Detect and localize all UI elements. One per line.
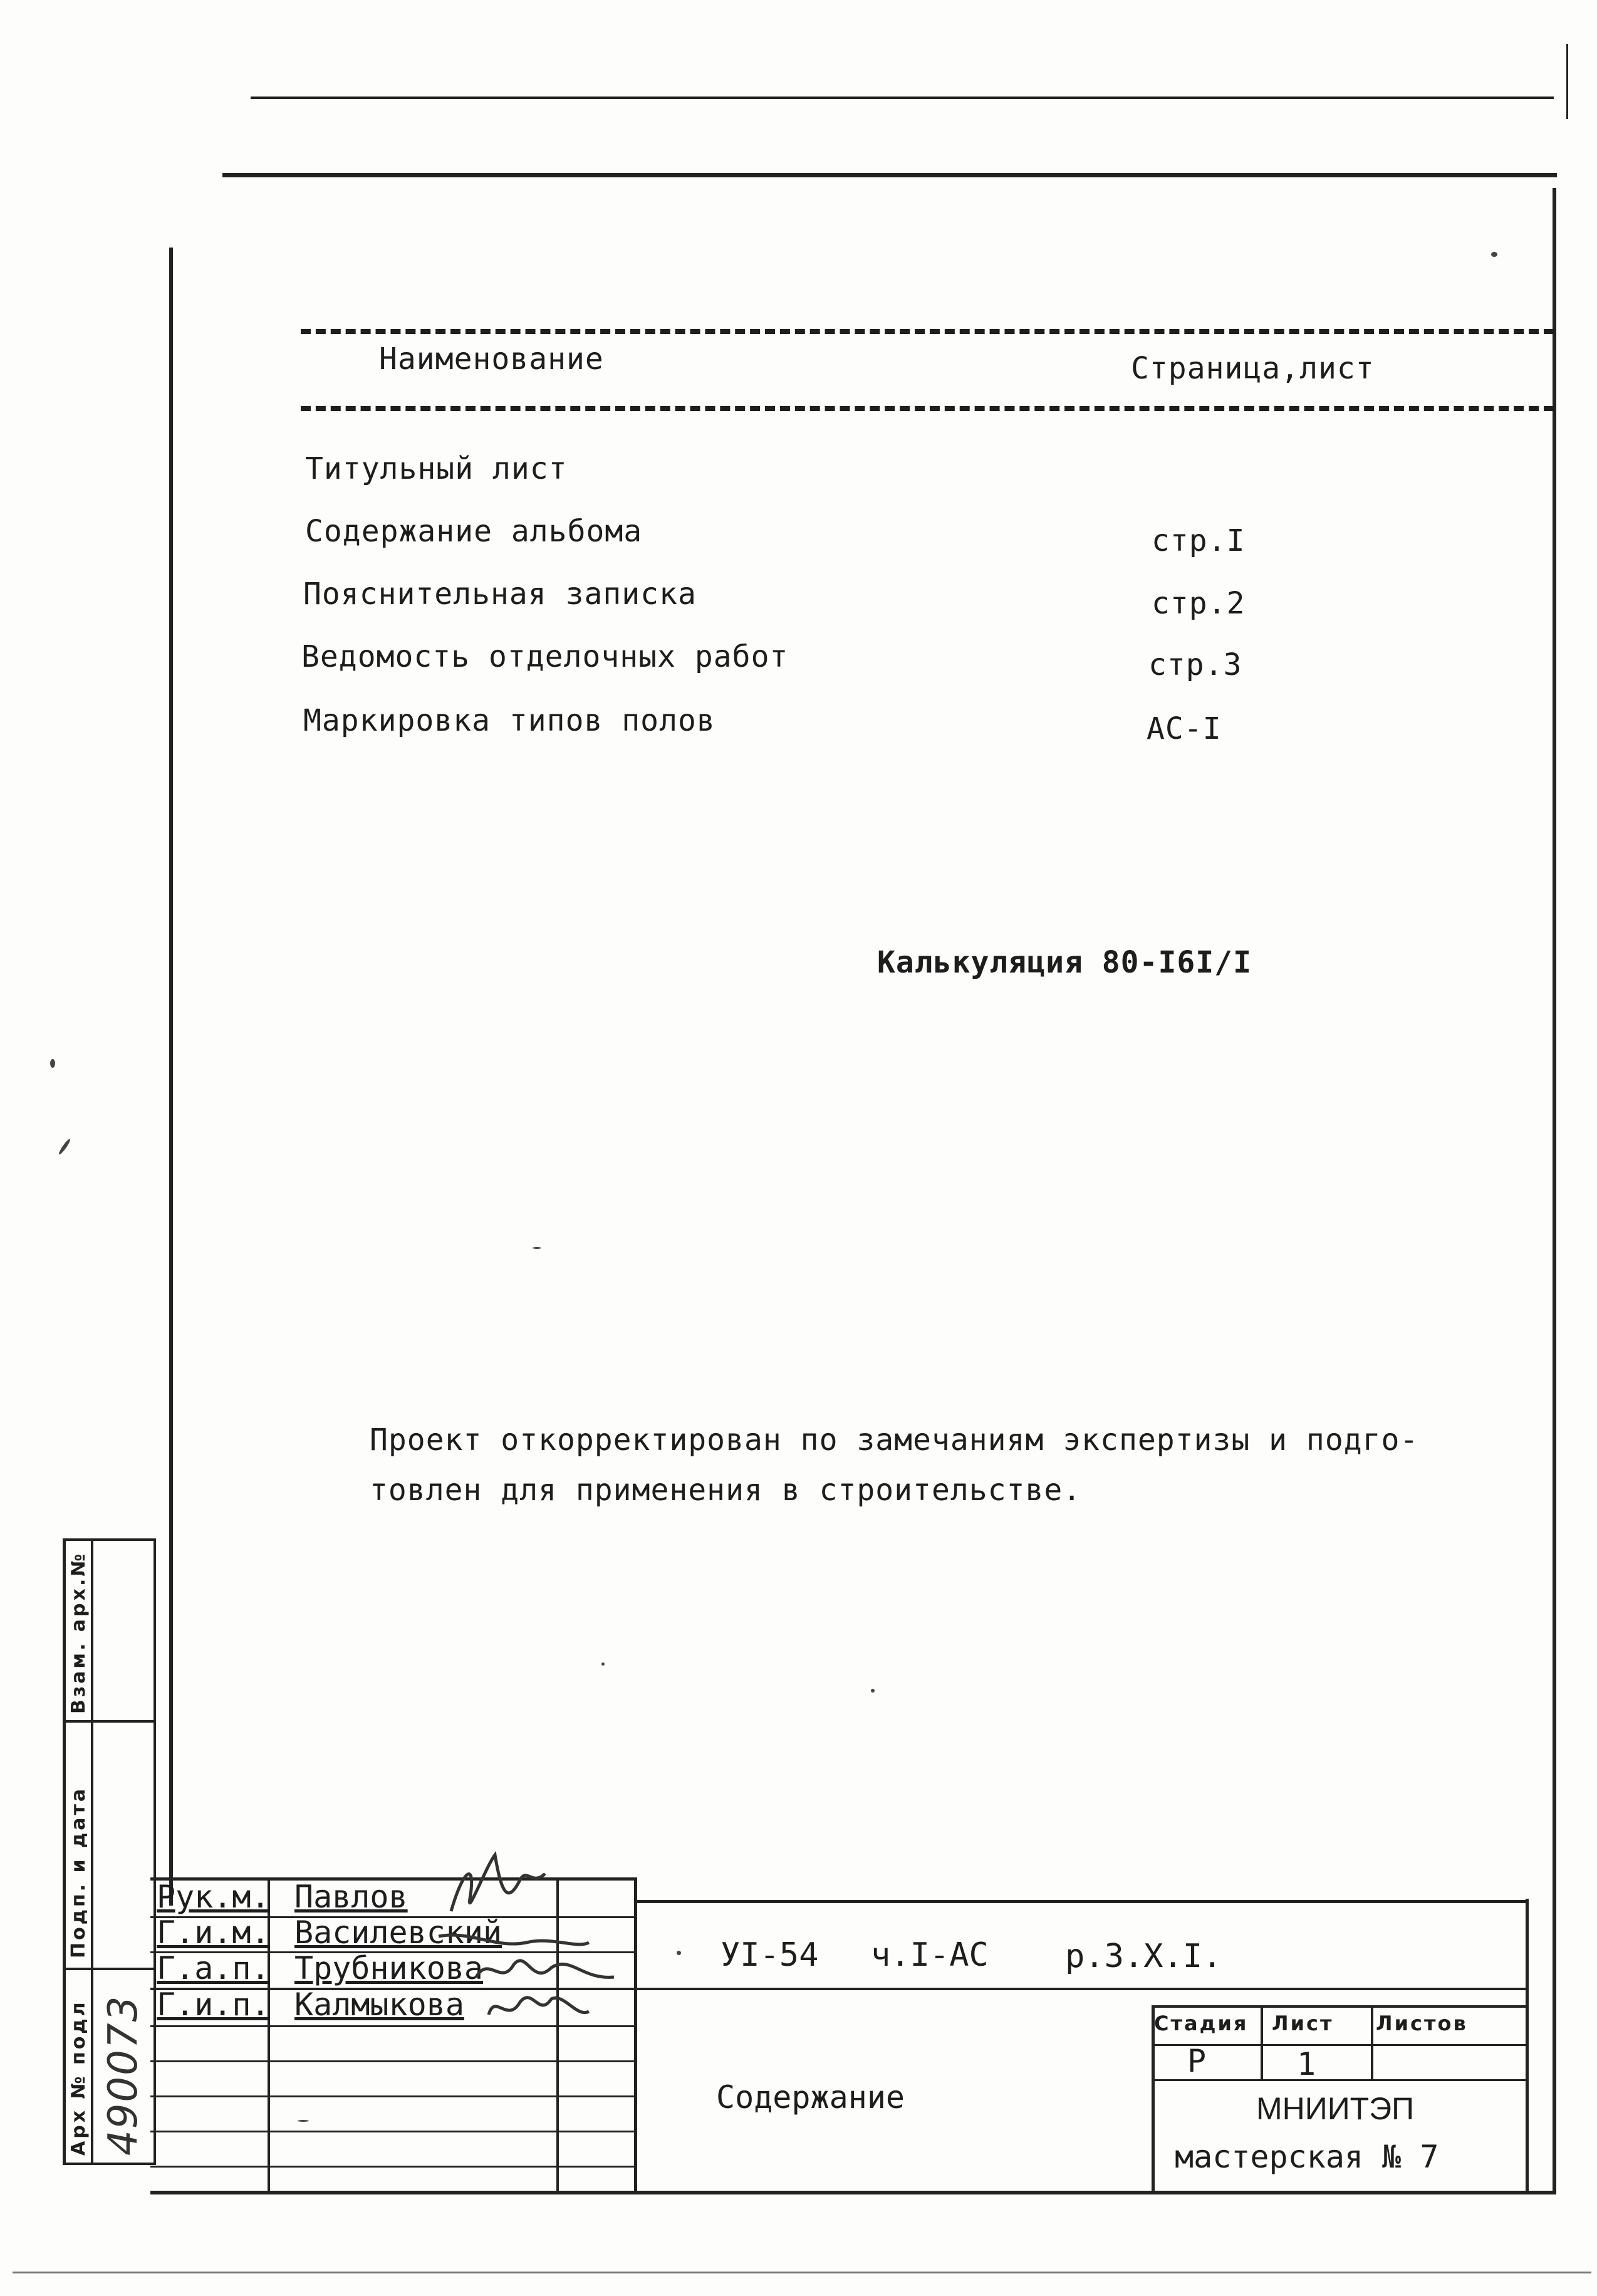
frame-bottom: [150, 2191, 1556, 2194]
stamp-person: Трубникова: [294, 1950, 484, 1986]
header-rule-bottom: [301, 406, 1554, 411]
toc-item-name: Содержание альбома: [305, 514, 643, 549]
replacement-arch-label: Взам. арх.№: [68, 1551, 90, 1714]
organization-name: МНИИТЭП: [1256, 2091, 1415, 2126]
toc-item-page: АС-I: [1147, 711, 1222, 746]
project-code: УI-54: [720, 1936, 819, 1974]
frame-top: [222, 173, 1557, 177]
scan-speck: [871, 1689, 875, 1693]
scan-speck: [677, 1951, 681, 1955]
sheet-label: Лист: [1272, 2012, 1334, 2035]
toc-item-page: стр.2: [1152, 586, 1246, 621]
stamp-person: Павлов: [294, 1879, 408, 1915]
scan-speck: [533, 1247, 541, 1249]
scan-speck: [601, 1662, 605, 1666]
sheet-value: 1: [1297, 2046, 1316, 2082]
project-part: ч.I-АС: [871, 1936, 989, 1974]
toc-item-page: стр.3: [1148, 647, 1242, 682]
stage-label: Стадия: [1154, 2012, 1249, 2035]
sheets-label: Листов: [1376, 2012, 1468, 2035]
frame-right: [1553, 188, 1556, 2193]
signature-date-label: Подп. и дата: [68, 1786, 90, 1958]
signatures: [426, 1842, 627, 2030]
scan-speck: [58, 1138, 71, 1156]
scan-speck: [298, 2120, 309, 2122]
workshop-name: мастерская № 7: [1175, 2139, 1439, 2175]
toc-item-page: стр.I: [1152, 523, 1246, 558]
stamp-role: Г.а.п.: [157, 1950, 270, 1986]
scan-speck: [1491, 252, 1497, 257]
stamp-role: Г.и.м.: [157, 1914, 270, 1951]
toc-item-name: Пояснительная записка: [303, 577, 697, 612]
header-rule-top: [301, 329, 1554, 334]
frame-left: [169, 248, 173, 1906]
stamp-person: Калмыкова: [294, 1986, 464, 2023]
calculation-number: Калькуляция 80-I6I/I: [877, 945, 1252, 980]
right-scan-line: [1566, 44, 1568, 119]
arch-number-handwritten: 490073: [100, 1995, 147, 2156]
bottom-scan-line: [13, 2272, 1591, 2273]
stamp-person: Василевский: [294, 1914, 502, 1951]
document-title: Содержание: [716, 2079, 905, 2116]
note-line-1: Проект откорректирован по замечаниям экспертизы и подго-: [370, 1422, 1419, 1458]
toc-item-name: Ведомость отделочных работ: [301, 639, 789, 674]
arch-number-label: Арх № подл: [68, 2000, 90, 2156]
header-page-column: Страница,лист: [1131, 351, 1375, 386]
stamp-role: Рук.м.: [157, 1879, 270, 1915]
stamp-role: Г.и.п.: [157, 1986, 270, 2023]
stage-value: Р: [1187, 2043, 1207, 2079]
header-name-column: Наименование: [379, 342, 604, 377]
toc-item-name: Маркировка типов полов: [303, 703, 715, 738]
top-scan-line: [251, 97, 1554, 99]
project-section: р.3.Х.I.: [1065, 1938, 1222, 1975]
note-line-2: товлен для применения в строительстве.: [370, 1473, 1082, 1508]
toc-item-name: Титульный лист: [305, 451, 568, 486]
scan-speck: [50, 1059, 55, 1068]
